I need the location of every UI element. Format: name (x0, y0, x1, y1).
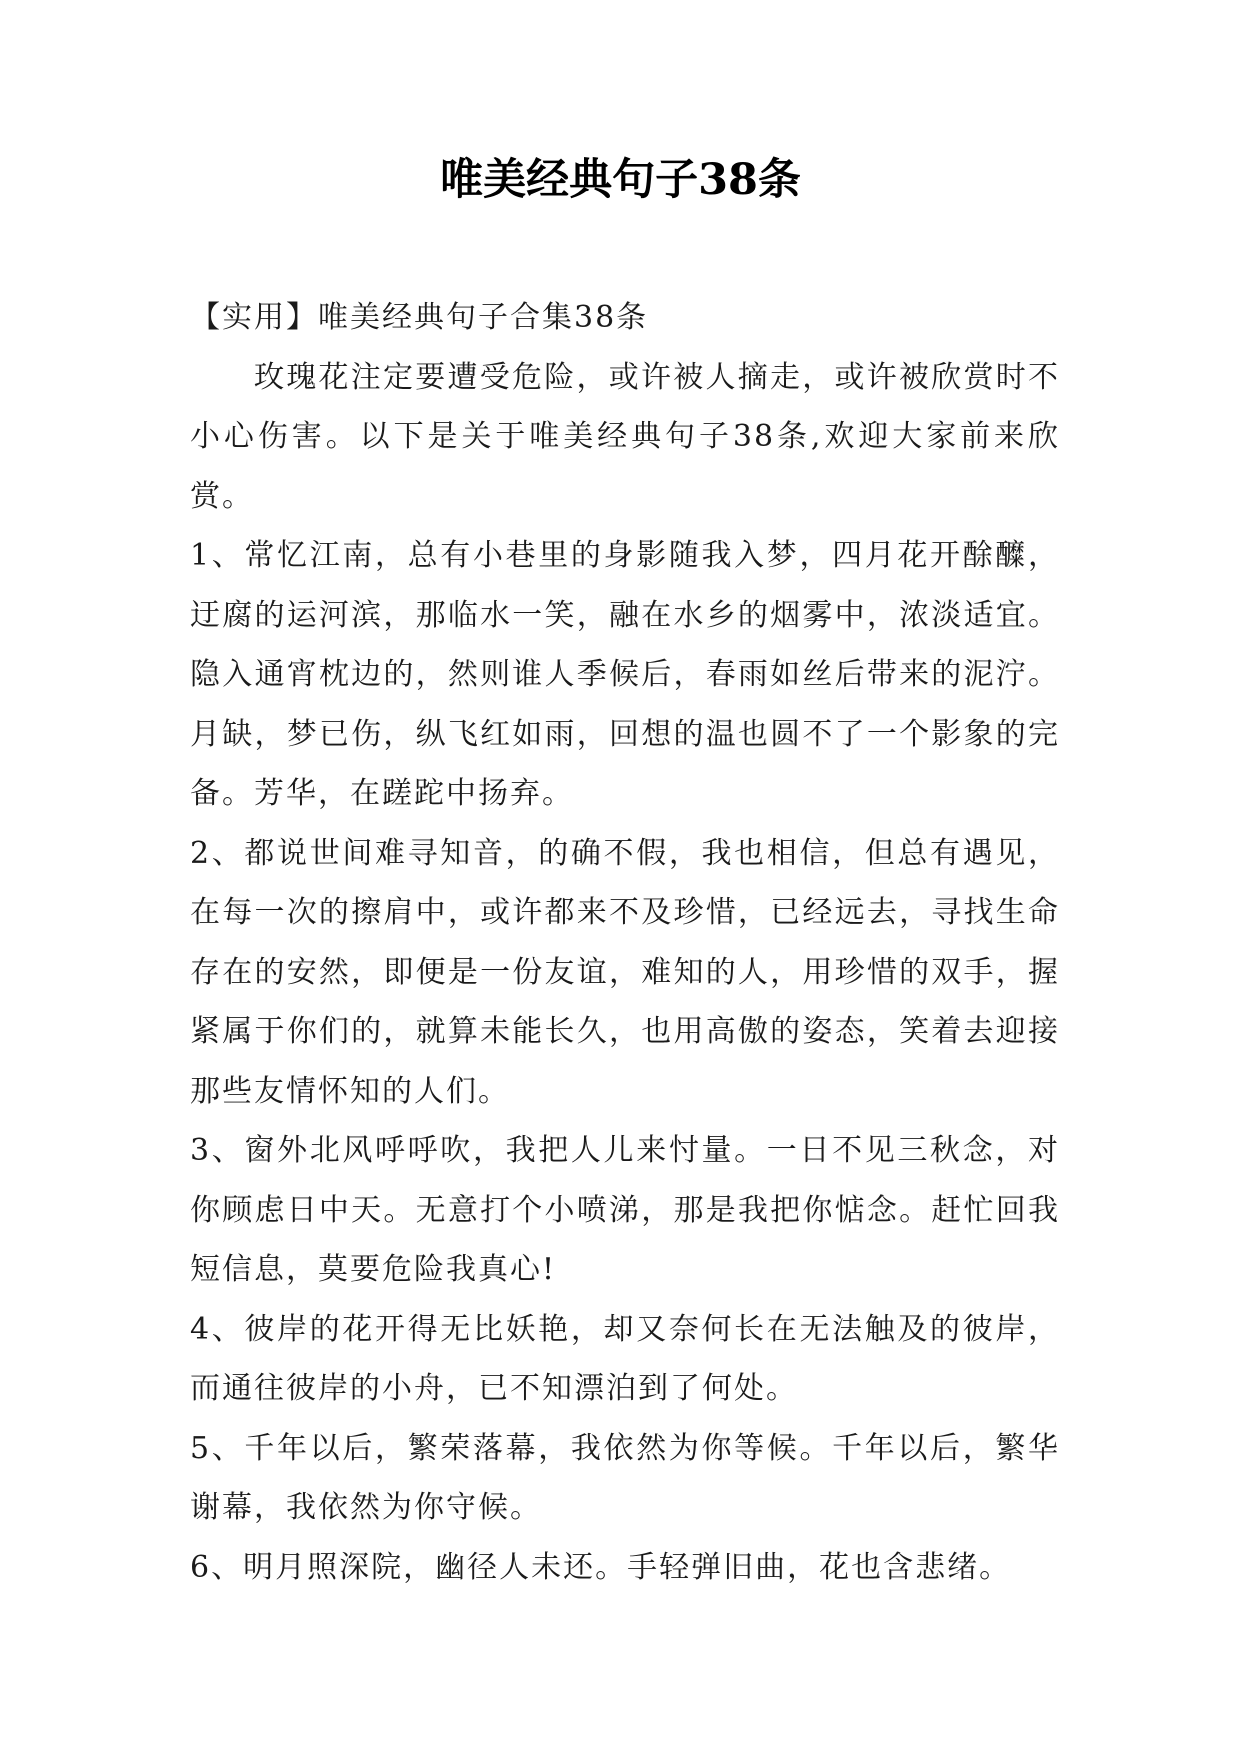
document-subtitle: 【实用】唯美经典句子合集38条 (190, 300, 649, 335)
document-body (190, 288, 1060, 1597)
list-item: 3、窗外北风呼呼吹，我把人儿来忖量。一日不见三秋念，对你顾虑日中天。无意打个小喷涕，那是我把你惦念。赶忙回我短信息，莫要危险我真心! (190, 1133, 1060, 1287)
intro-paragraph: 玫瑰花注定要遭受危险，或许被人摘走，或许被欣赏时不小心伤害。以下是关于唯美经典句子38条,欢迎大家前来欣赏。 (190, 359, 1060, 514)
document-title: 唯美经典句子38条 (440, 155, 801, 205)
list-item: 6、明月照深院，幽径人未还。手轻弹旧曲，花也含悲绪。 (190, 1549, 1012, 1585)
list-item: 4、彼岸的花开得无比妖艳，却又奈何长在无法触及的彼岸，而通往彼岸的小舟，已不知漂泊到了何处。 (190, 1311, 1060, 1406)
list-item: 1、常忆江南，总有小巷里的身影随我入梦，四月花开酴醾，迂腐的运河滨，那临水一笑，融在水乡的烟雾中，浓淡适宜。隐入通宵枕边的，然则谁人季候后，春雨如丝后带来的泥泞。月缺，梦已伤，纵飞红如雨，回想的温也圆不了一个影象的完备。芳华，在蹉跎中扬弃。 (190, 538, 1060, 811)
list-item: 2、都说世间难寻知音，的确不假，我也相信，但总有遇见，在每一次的擦肩中，或许都来不及珍惜，已经远去，寻找生命存在的安然，即便是一份友谊，难知的人，用珍惜的双手，握紧属于你们的，就算未能长久，也用高傲的姿态，笑着去迎接那些友情怀知的人们。 (190, 835, 1060, 1109)
list-item: 5、千年以后，繁荣落幕，我依然为你等候。千年以后，繁华谢幕，我依然为你守候。 (190, 1430, 1060, 1525)
